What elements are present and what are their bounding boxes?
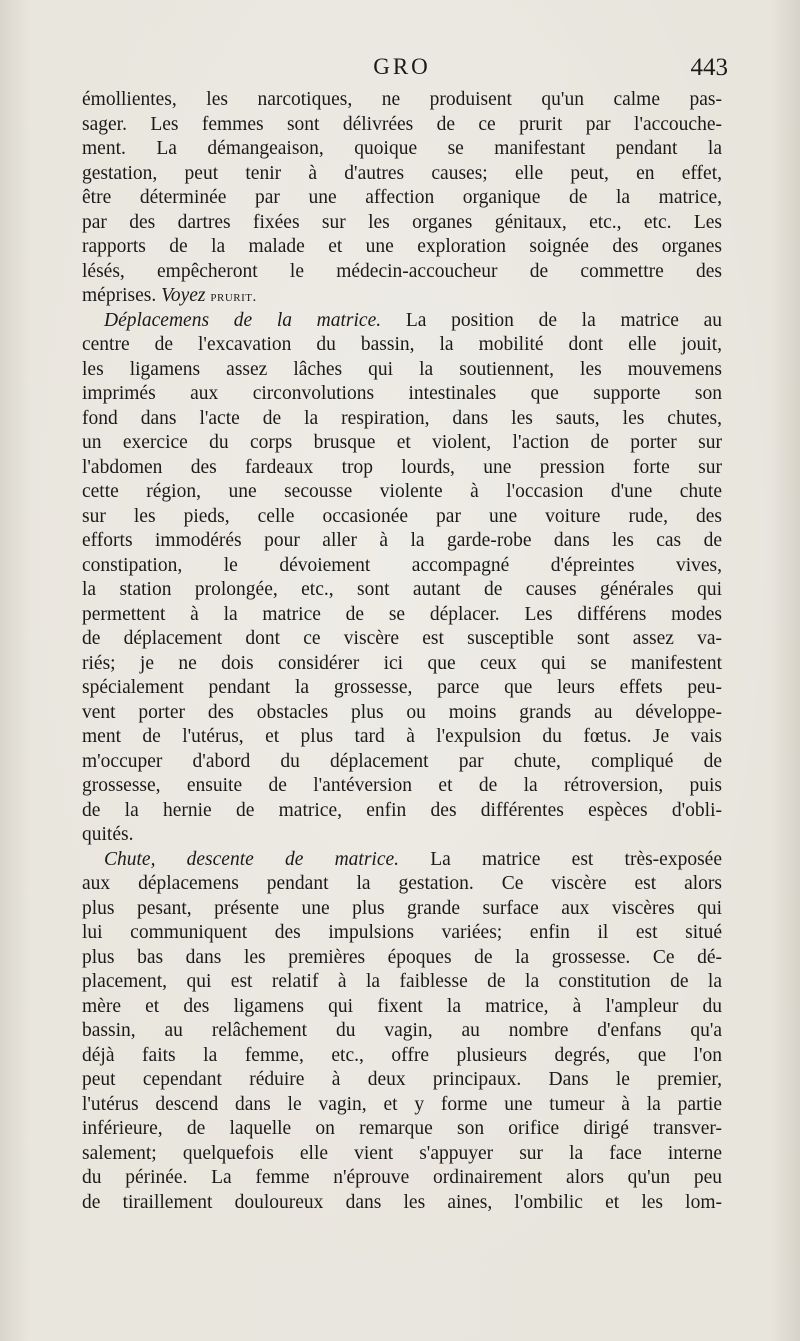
- text-line: lésés, empêcheront le médecin-accoucheur de commettre des: [82, 260, 722, 282]
- text-line: riés; je ne dois considérer ici que ceux qui se manifestent: [82, 652, 722, 674]
- text-line: l'abdomen des fardeaux trop lourds, une pression forte sur: [82, 456, 722, 478]
- text-line: salement; quelquefois elle vient s'appuyer sur la face interne: [82, 1142, 722, 1164]
- text-line: quités.: [82, 824, 134, 845]
- text-line: sager. Les femmes sont délivrées de ce prurit par l'accouche-: [82, 113, 722, 135]
- text-line: les ligamens assez lâches qui la soutiennent, les mouvemens: [82, 358, 722, 380]
- text-line: peut cependant réduire à deux principaux. Dans le premier,: [82, 1069, 722, 1090]
- text-line: sur les pieds, celle occasionée par une voiture rude, des: [82, 505, 722, 527]
- text-line: rapports de la malade et une exploration soignée des organes: [82, 236, 722, 257]
- cross-reference-voyez: Voyez: [161, 285, 206, 306]
- text-line: bassin, au relâchement du vagin, au nombre d'enfans qu'a: [82, 1020, 722, 1041]
- text-line: un exercice du corps brusque et violent, l'action de porter sur: [82, 432, 722, 453]
- text-line: l'utérus descend dans le vagin, et y forme une tumeur à la partie: [82, 1093, 722, 1115]
- text-line: fond dans l'acte de la respiration, dans les sauts, les chutes,: [82, 407, 722, 429]
- text-line: inférieure, de laquelle on remarque son orifice dirigé transver-: [82, 1118, 722, 1139]
- text-line: de tiraillement douloureux dans les aines, l'ombilic et les lom-: [82, 1191, 722, 1213]
- section-heading-line: Chute, descente de matrice. La matrice est très-exposée: [104, 848, 722, 870]
- section-heading-chute: Chute, descente de matrice.: [104, 848, 400, 870]
- running-head: GRO: [373, 54, 431, 79]
- text-line: être déterminée par une affection organique de la matrice,: [82, 187, 722, 208]
- text-line: de la hernie de matrice, enfin des différentes espèces d'obli-: [82, 799, 722, 821]
- text-line: grossesse, ensuite de l'antéversion et de la rétroversion, puis: [82, 775, 722, 796]
- body-text: [82, 88, 722, 1215]
- text-line: la station prolongée, etc., sont autant de causes générales qui: [82, 579, 722, 600]
- text-line: constipation, le dévoiement accompagné d'épreintes vives,: [82, 554, 722, 576]
- text-line: gestation, peut tenir à d'autres causes; elle peut, en effet,: [82, 162, 722, 184]
- text-line: imprimés aux circonvolutions intestinales que supporte son: [82, 383, 722, 404]
- text-line: par des dartres fixées sur les organes génitaux, etc., etc. Les: [82, 211, 722, 233]
- text-line: émollientes, les narcotiques, ne produisent qu'un calme pas-: [82, 89, 722, 110]
- page-number: 443: [690, 54, 728, 81]
- text-line: permettent à la matrice de se déplacer. Les différens modes: [82, 603, 722, 625]
- text-line: cette région, une secousse violente à l'occasion d'une chute: [82, 481, 722, 502]
- text-line: plus pesant, présente une plus grande surface aux viscères qui: [82, 897, 722, 919]
- text-line: mère et des ligamens qui fixent la matrice, à l'ampleur du: [82, 995, 722, 1017]
- text-line: efforts immodérés pour aller à la garde-robe dans les cas de: [82, 530, 722, 551]
- text-line: plus bas dans les premières époques de la grossesse. Ce dé-: [82, 946, 722, 968]
- text-line: m'occuper d'abord du déplacement par chute, compliqué de: [82, 750, 722, 772]
- text-line: du périnée. La femme n'éprouve ordinairement alors qu'un peu: [82, 1167, 722, 1188]
- text-line: ment de l'utérus, et plus tard à l'expulsion du fœtus. Je vais: [82, 726, 722, 747]
- text-line: centre de l'excavation du bassin, la mobilité dont elle jouit,: [82, 334, 722, 355]
- text-line: placement, qui est relatif à la faiblesse de la constitution de la: [82, 971, 722, 992]
- text-line: lui communiquent des impulsions variées; enfin il est situé: [82, 922, 722, 943]
- text-line: vent porter des obstacles plus ou moins grands au développe-: [82, 701, 722, 723]
- section-heading-line: Déplacemens de la matrice. La position de la matrice au: [104, 309, 722, 331]
- cross-reference-term: prurit.: [210, 289, 257, 305]
- text-line: déjà faits la femme, etc., offre plusieurs degrés, que l'on: [82, 1044, 722, 1066]
- text-line: spécialement pendant la grossesse, parce que leurs effets peu-: [82, 677, 722, 698]
- text-line: méprises. Voyez prurit.: [82, 285, 257, 306]
- page-header: [82, 54, 728, 88]
- section-heading-deplacemens: Déplacemens de la matrice.: [104, 309, 382, 331]
- text-line: de déplacement dont ce viscère est susceptible sont assez va-: [82, 628, 722, 649]
- text-line: aux déplacemens pendant la gestation. Ce viscère est alors: [82, 873, 722, 894]
- text-line: ment. La démangeaison, quoique se manifestant pendant la: [82, 138, 722, 159]
